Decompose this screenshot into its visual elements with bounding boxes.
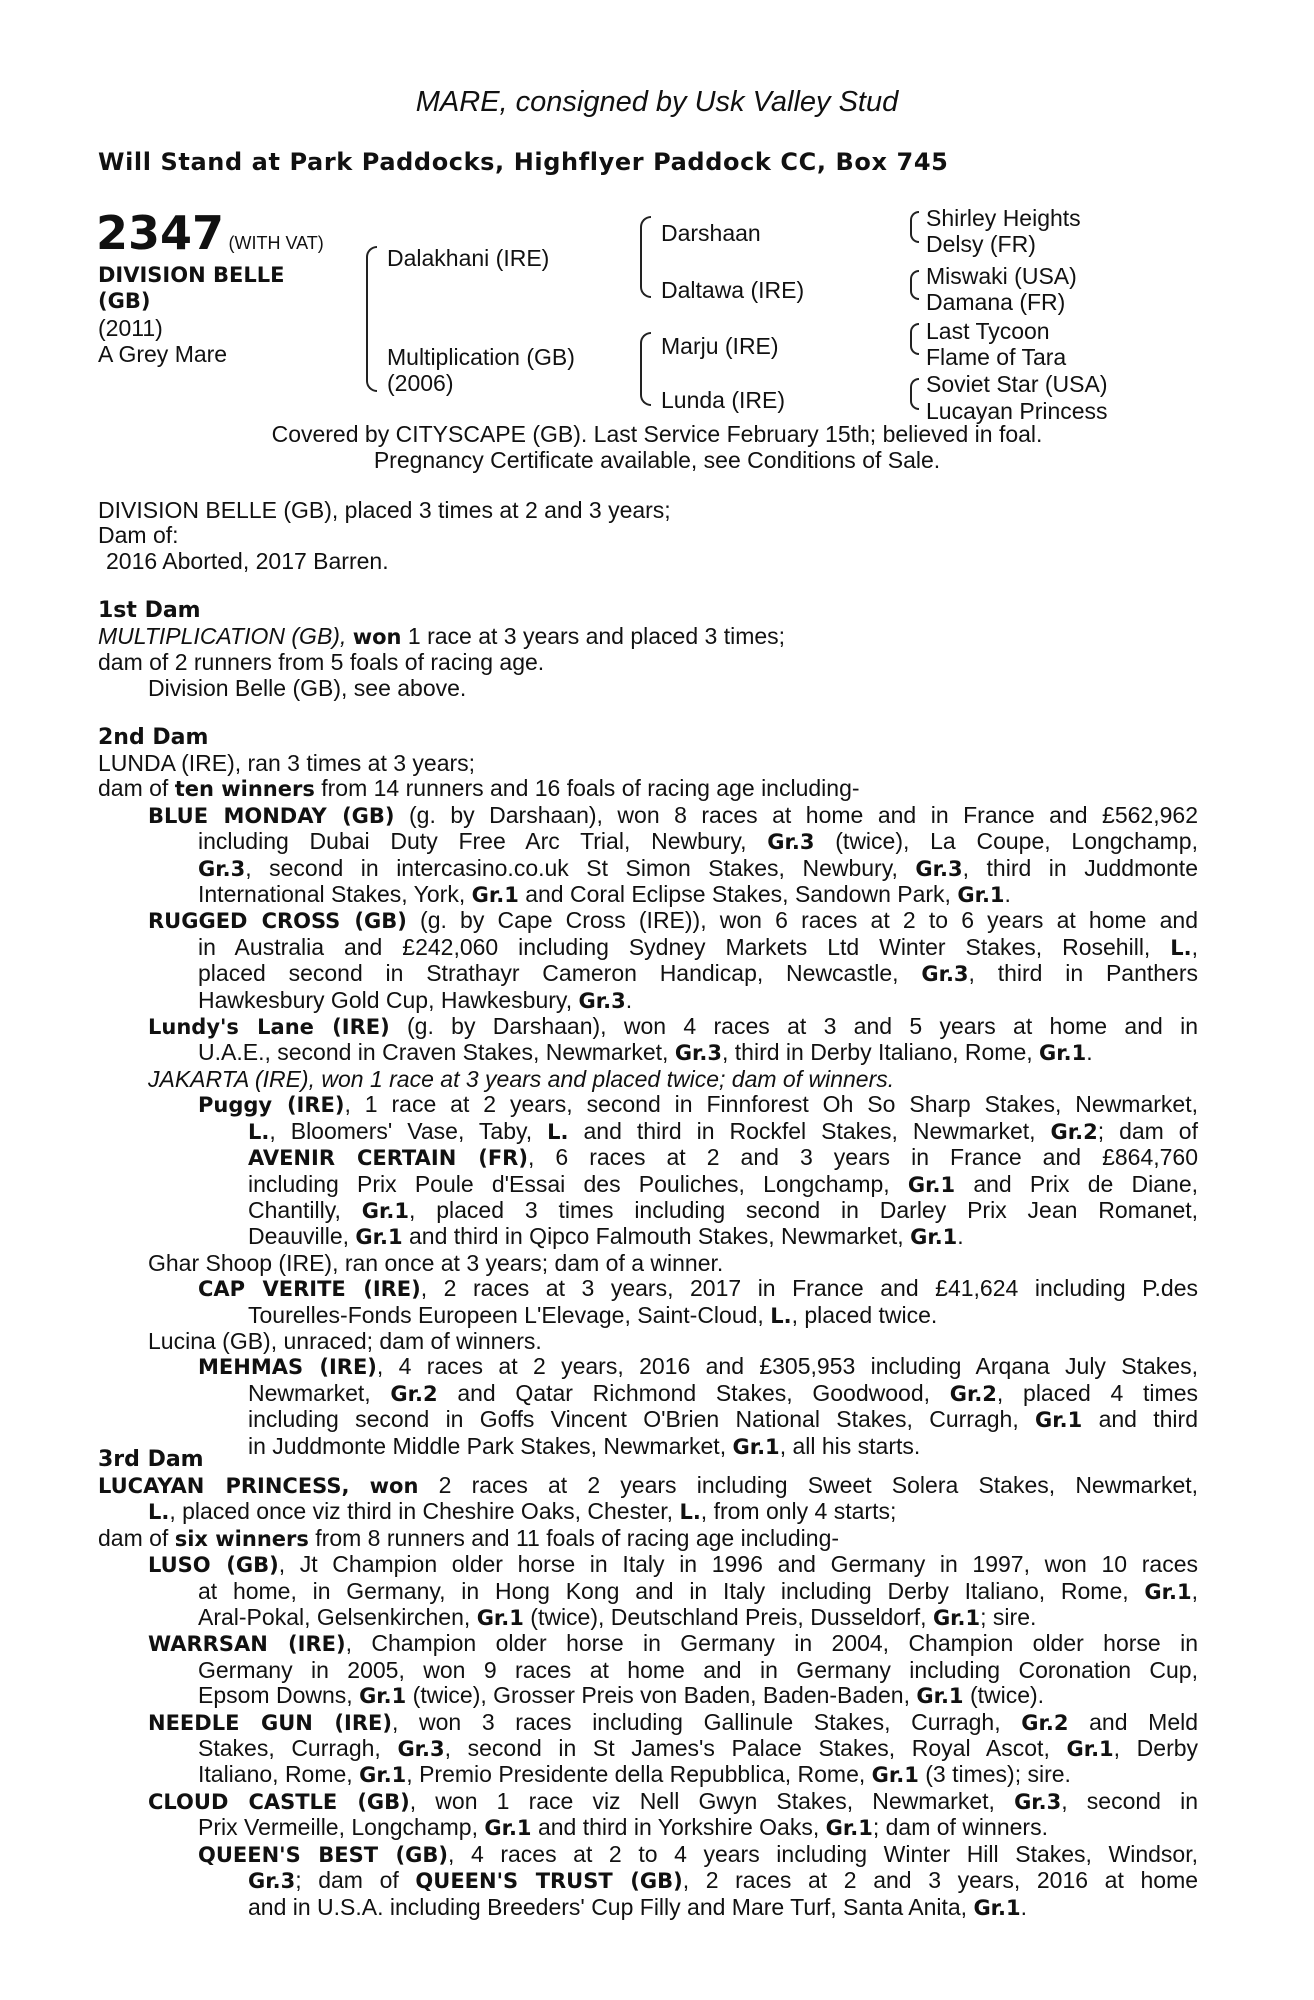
text-fragment: , third in Derby Italiano, Rome, xyxy=(722,1039,1033,1066)
pedigree-g3: Miswaki (USA) xyxy=(926,263,1077,289)
horse-name: NEEDLE GUN (IRE) xyxy=(148,1710,392,1735)
grade-badge: Gr.2 xyxy=(1050,1119,1098,1144)
lucayan-produce-line xyxy=(98,1526,1198,1552)
text-fragment: Hawkesbury Gold Cup, Hawkesbury, xyxy=(198,986,573,1013)
covered-line: Covered by CITYSCAPE (GB). Last Service February 15th; believed in foal. xyxy=(271,421,1043,447)
text-fragment: (twice), La Coupe, Longchamp, xyxy=(835,828,1198,855)
vat-label: (WITH VAT) xyxy=(228,233,324,253)
text-fragment: and Coral Eclipse Stakes, Sandown Park, xyxy=(525,881,951,908)
grade-badge: Gr.1 xyxy=(484,1816,532,1841)
needle-gun-line-2 xyxy=(198,1736,1198,1762)
text-fragment: including Prix Poule d'Essai des Pouliches, Longchamp, xyxy=(248,1170,890,1197)
entry-blue-monday xyxy=(98,803,1198,909)
text-fragment: (g. by Darshaan), won 8 races at home and in France and £562,962 xyxy=(409,801,1198,828)
text-fragment: (twice), Deutschland Preis, Dusseldorf, xyxy=(530,1604,927,1631)
text-fragment: Italiano, Rome, xyxy=(198,1761,353,1788)
winners-count: six winners xyxy=(174,1526,309,1551)
grade-badge: Gr.1 xyxy=(1144,1579,1192,1604)
location-line: Will Stand at Park Paddocks, Highflyer Paddock CC, Box 745 xyxy=(98,148,949,176)
grade-badge: Gr.1 xyxy=(916,1684,964,1709)
text-fragment: , 4 races at 2 years, 2016 and £305,953 including Arqana July Stakes, xyxy=(376,1353,1198,1380)
text-fragment: and Prix de Diane, xyxy=(973,1170,1199,1197)
text-fragment: placed second in Strathayr Cameron Handicap, Newcastle, xyxy=(198,960,899,987)
pedigree-g1: Shirley Heights xyxy=(926,205,1081,231)
horse-name: QUEEN'S BEST (GB) xyxy=(198,1842,448,1867)
entry-luso xyxy=(98,1552,1198,1631)
luso-line-3 xyxy=(198,1605,1198,1631)
queens-best-line-2 xyxy=(248,1868,1198,1894)
text-fragment: , all his starts. xyxy=(779,1432,921,1459)
pedigree-g6: Flame of Tara xyxy=(926,344,1067,370)
text-fragment: , 6 races at 2 and 3 years in France and £864,760 xyxy=(527,1144,1199,1171)
grade-badge: Gr.3 xyxy=(397,1737,445,1762)
text-fragment: , won 3 races including Gallinule Stakes, Curragh, xyxy=(391,1708,1001,1735)
pedigree-sire: Dalakhani (IRE) xyxy=(387,245,550,271)
brace-dam-sire xyxy=(640,332,651,382)
text-fragment: , second in St James's Palace Stakes, Royal Ascot, xyxy=(444,1735,1050,1762)
text-fragment: and in U.S.A. including Breeders' Cup Filly and Mare Turf, Santa Anita, xyxy=(248,1893,968,1920)
warrsan-line-2: Germany in 2005, won 9 races at home and in Germany including Coronation Cup, xyxy=(198,1656,1198,1683)
text-fragment: at home, in Germany, in Hong Kong and in Italy including Derby Italiano, Rome, xyxy=(198,1577,1129,1604)
rugged-cross-line-3 xyxy=(198,961,1198,987)
pedigree-g4: Damana (FR) xyxy=(926,289,1066,315)
first-dam-record: 1 race at 3 years and placed 3 times; xyxy=(407,623,786,649)
second-dam-heading: 2nd Dam xyxy=(98,725,209,750)
grade-badge: Gr.1 xyxy=(476,1606,524,1631)
dam-name: MULTIPLICATION (GB), xyxy=(98,623,347,649)
entry-cloud-castle xyxy=(98,1789,1198,1842)
first-dam-block xyxy=(98,624,785,701)
text-fragment: , placed once viz third in Cheshire Oaks, Chester, xyxy=(169,1498,674,1525)
text-fragment: , Champion older horse in Germany in 2004, Champion older horse in xyxy=(345,1630,1198,1657)
listed-badge: L. xyxy=(1170,935,1192,960)
text-fragment: , placed 3 times including second in Darley Prix Jean Romanet, xyxy=(408,1196,1199,1223)
brace-dam xyxy=(366,336,377,392)
brace-dam-dam xyxy=(640,380,651,406)
pedigree-dam-dam: Lunda (IRE) xyxy=(661,387,786,413)
ghar-shoop-line: Ghar Shoop (IRE), ran once at 3 years; dam of a winner. xyxy=(148,1249,724,1276)
text-fragment: , Premio Presidente della Repubblica, Rome, xyxy=(406,1761,866,1788)
grade-badge: Gr.1 xyxy=(910,1225,958,1250)
text-fragment: (g. by Cape Cross (IRE)), won 6 races at 2 to 6 years at home and xyxy=(420,907,1199,934)
text-fragment: and Qatar Richmond Stakes, Goodwood, xyxy=(457,1379,930,1406)
queens-best-line-1 xyxy=(198,1842,1198,1868)
brace-g8 xyxy=(910,394,919,410)
first-dam-line-3: Division Belle (GB), see above. xyxy=(148,674,467,701)
text-fragment: ; dam of xyxy=(295,1867,399,1894)
cap-verite-line-2 xyxy=(198,1303,1198,1329)
pedigree-sire-dam: Daltawa (IRE) xyxy=(661,277,805,303)
grade-badge: Gr.1 xyxy=(732,1434,780,1459)
horse-name: LUCAYAN PRINCESS, xyxy=(98,1474,350,1498)
mehmas-line-3 xyxy=(248,1407,1198,1433)
text-fragment: , second in intercasino.co.uk St Simon Stakes, Newbury, xyxy=(245,854,898,881)
text-fragment: , 2 races at 2 and 3 years, 2016 at home xyxy=(682,1867,1199,1894)
entry-mehmas xyxy=(98,1354,1198,1460)
brace-sire xyxy=(366,246,377,338)
first-dam-heading: 1st Dam xyxy=(98,598,201,623)
text-fragment: ; sire. xyxy=(980,1604,1037,1631)
grade-badge: Gr.1 xyxy=(1035,1408,1083,1433)
luso-line-1 xyxy=(148,1552,1198,1578)
text-fragment: Epsom Downs, xyxy=(198,1682,353,1709)
text-fragment: , won 1 race viz Nell Gwyn Stakes, Newmarket, xyxy=(409,1787,995,1814)
grade-badge: Gr.3 xyxy=(915,856,963,881)
avenir-line-3 xyxy=(248,1198,1198,1224)
cap-verite-line-1 xyxy=(198,1276,1198,1302)
puggy-line-1 xyxy=(198,1092,1198,1118)
text-fragment: in Australia and £242,060 including Sydney Markets Ltd Winter Stakes, Rosehill, xyxy=(198,933,1151,960)
pedigree-g2: Delsy (FR) xyxy=(926,231,1036,257)
mehmas-line-2 xyxy=(248,1381,1198,1407)
summary-line-2: Dam of: xyxy=(98,522,179,549)
horse-suffix: (GB) xyxy=(98,289,151,313)
grade-badge: Gr.1 xyxy=(871,1763,919,1788)
horse-name: WARRSAN (IRE) xyxy=(148,1632,346,1657)
listed-badge: L. xyxy=(679,1500,701,1525)
page-title: MARE, consigned by Usk Valley Stud xyxy=(415,86,899,118)
horse-name: Puggy (IRE) xyxy=(198,1093,345,1118)
lundys-lane-line-1 xyxy=(148,1014,1198,1040)
rugged-cross-line-4: Hawkesbury Gold Cup, Hawkesbury, Gr.3. xyxy=(198,986,633,1013)
avenir-line-4: Deauville, Gr.1 and third in Qipco Falmouth Stakes, Newmarket, Gr.1. xyxy=(248,1223,964,1250)
horse-description: A Grey Mare xyxy=(98,341,228,367)
text-fragment: ; dam of xyxy=(1097,1117,1198,1144)
blue-monday-line-4: International Stakes, York, Gr.1 and Coral Eclipse Stakes, Sandown Park, Gr.1. xyxy=(198,881,1011,908)
first-dam-line-2: dam of 2 runners from 5 foals of racing age. xyxy=(98,649,545,676)
summary-block xyxy=(98,498,671,574)
text-fragment: Tourelles-Fonds Europeen L'Elevage, Saint-Cloud, xyxy=(248,1301,764,1328)
jakarta-line: JAKARTA (IRE), won 1 race at 3 years and placed twice; dam of winners. xyxy=(148,1065,895,1092)
lundys-lane-line-2: U.A.E., second in Craven Stakes, Newmarket, Gr.3, third in Derby Italiano, Rome, Gr.1. xyxy=(198,1039,1093,1066)
horse-name: AVENIR CERTAIN (FR) xyxy=(248,1146,528,1171)
cloud-castle-line-1 xyxy=(148,1789,1198,1815)
text-fragment: Aral-Pokal, Gelsenkirchen, xyxy=(198,1604,471,1631)
text-fragment: including second in Goffs Vincent O'Brien National Stakes, Curragh, xyxy=(248,1406,1019,1433)
text-fragment: (twice). xyxy=(969,1682,1045,1709)
horse-name: RUGGED CROSS (GB) xyxy=(148,909,407,934)
grade-badge: Gr.1 xyxy=(359,1763,407,1788)
text-fragment: , Bloomers' Vase, Taby, xyxy=(269,1117,533,1144)
grade-badge: Gr.1 xyxy=(471,883,519,908)
text-fragment: including Dubai Duty Free Arc Trial, Newbury, xyxy=(198,828,747,855)
text-fragment: and third in Rockfel Stakes, Newmarket, xyxy=(583,1117,1036,1144)
horse-name: CLOUD CASTLE (GB) xyxy=(148,1789,410,1814)
horse-name: Lundy's Lane (IRE) xyxy=(148,1015,390,1040)
cloud-castle-line-2 xyxy=(148,1815,1198,1841)
brace-sire-dam xyxy=(640,260,651,298)
first-dam-line-1 xyxy=(98,624,785,650)
text-fragment: in Juddmonte Middle Park Stakes, Newmarket, xyxy=(248,1432,727,1459)
horse-name: BLUE MONDAY (GB) xyxy=(148,803,395,828)
text-fragment: 2 races at 2 years including Sweet Solera Stakes, Newmarket, xyxy=(438,1472,1199,1498)
horse-name: DIVISION BELLE xyxy=(98,263,285,287)
text-fragment: , third in Juddmonte xyxy=(962,854,1198,881)
mehmas-line-1 xyxy=(198,1354,1198,1380)
grade-badge: Gr.3 xyxy=(921,962,969,987)
mehmas-line-4 xyxy=(248,1434,1198,1460)
lunda-produce-line xyxy=(98,776,1198,802)
blue-monday-line-3 xyxy=(198,856,1198,882)
avenir-line-2 xyxy=(248,1172,1198,1198)
needle-gun-line-1 xyxy=(148,1710,1198,1736)
entry-lundys-lane xyxy=(98,1014,1198,1067)
text-fragment: , placed twice. xyxy=(791,1301,938,1328)
grade-badge: Gr.1 xyxy=(355,1225,403,1250)
listed-badge: L. xyxy=(248,1119,270,1144)
listed-badge: L. xyxy=(547,1119,569,1144)
grade-badge: Gr.3 xyxy=(767,830,815,855)
text-fragment: from 8 runners and 11 foals of racing age including- xyxy=(315,1524,840,1551)
pedigree-sire-sire: Darshaan xyxy=(661,220,761,246)
text-fragment: , 4 races at 2 to 4 years including Winter Hill Stakes, Windsor, xyxy=(447,1840,1198,1867)
third-dam-block xyxy=(98,1473,1198,1921)
pedigree-g5: Last Tycoon xyxy=(926,318,1050,344)
puggy-line-2 xyxy=(248,1119,1198,1145)
lucayan-line-1 xyxy=(98,1473,1198,1499)
won-label: won xyxy=(352,625,402,649)
text-fragment: and Meld xyxy=(1089,1708,1199,1735)
lot-number-value: 2347 xyxy=(96,206,225,260)
blue-monday-line-1 xyxy=(148,803,1198,829)
text-fragment: , Derby xyxy=(1113,1735,1199,1762)
text-fragment: dam of xyxy=(98,775,169,802)
text-fragment: ; dam of winners. xyxy=(872,1814,1048,1841)
summary-line-3: 2016 Aborted, 2017 Barren. xyxy=(106,547,389,574)
winners-count: ten winners xyxy=(174,777,315,802)
text-fragment: , placed 4 times xyxy=(996,1379,1198,1406)
grade-badge: Gr.1 xyxy=(359,1684,407,1709)
text-fragment: Stakes, Curragh, xyxy=(198,1735,381,1762)
horse-name: QUEEN'S TRUST (GB) xyxy=(415,1869,683,1894)
entry-puggy xyxy=(98,1092,1198,1250)
text-fragment: (twice), Grosser Preis von Baden, Baden-Baden, xyxy=(412,1682,910,1709)
warrsan-line-3 xyxy=(198,1683,1198,1709)
grade-badge: Gr.1 xyxy=(1039,1041,1087,1066)
grade-badge: Gr.1 xyxy=(973,1895,1021,1920)
entry-needle-gun xyxy=(98,1710,1198,1789)
listed-badge: L. xyxy=(770,1303,792,1328)
text-fragment: Deauville, xyxy=(248,1223,349,1250)
won-label: won xyxy=(369,1474,419,1498)
listed-badge: L. xyxy=(148,1500,170,1525)
rugged-cross-line-2: in Australia and £242,060 including Sydney Markets Ltd Winter Stakes, Rosehill, L., xyxy=(198,933,1199,960)
horse-year: (2011) xyxy=(98,315,163,341)
lunda-line: LUNDA (IRE), ran 3 times at 3 years; xyxy=(98,750,476,776)
pedigree-dam-sire: Marju (IRE) xyxy=(661,333,779,359)
third-dam-heading: 3rd Dam xyxy=(98,1447,204,1472)
grade-badge: Gr.2 xyxy=(390,1381,438,1406)
brace-g4 xyxy=(910,284,919,300)
text-fragment: , 1 race at 2 years, second in Finnforest Oh So Sharp Stakes, Newmarket, xyxy=(344,1091,1198,1118)
text-fragment: , third in Panthers xyxy=(968,960,1199,987)
text-fragment: and third xyxy=(1098,1406,1198,1433)
grade-badge: Gr.1 xyxy=(907,1172,956,1197)
pedigree-g8: Lucayan Princess xyxy=(926,398,1108,424)
blue-monday-line-2 xyxy=(198,829,1198,855)
entry-rugged-cross xyxy=(98,908,1198,1014)
text-fragment: Chantilly, xyxy=(248,1196,341,1223)
brace-sire-sire xyxy=(640,216,651,262)
grade-badge: Gr.1 xyxy=(825,1816,873,1841)
grade-badge: Gr.1 xyxy=(361,1198,409,1223)
brace-g2 xyxy=(910,227,919,243)
grade-badge: Gr.3 xyxy=(1014,1789,1062,1814)
rugged-cross-line-1 xyxy=(148,908,1198,934)
text-fragment: dam of xyxy=(98,1524,169,1551)
entry-cap-verite xyxy=(98,1276,1198,1329)
luso-line-2: at home, in Germany, in Hong Kong and in Italy including Derby Italiano, Rome, Gr.1, xyxy=(198,1577,1199,1604)
text-fragment: and third in Qipco Falmouth Stakes, Newmarket, xyxy=(408,1223,904,1250)
text-fragment: (3 times); sire. xyxy=(925,1761,1071,1788)
pedigree-dam-year: (2006) xyxy=(387,370,454,396)
pregnancy-line: Pregnancy Certificate available, see Conditions of Sale. xyxy=(373,447,941,473)
queens-best-line-3: and in U.S.A. including Breeders' Cup Filly and Mare Turf, Santa Anita, Gr.1. xyxy=(248,1893,1028,1920)
horse-name: CAP VERITE (IRE) xyxy=(198,1277,421,1302)
text-fragment: , second in xyxy=(1061,1787,1198,1814)
lucayan-line-2 xyxy=(98,1499,1198,1525)
grade-badge: Gr.2 xyxy=(949,1381,997,1406)
text-fragment: International Stakes, York, xyxy=(198,881,466,908)
grade-badge: Gr.3 xyxy=(248,1869,296,1894)
lot-number xyxy=(96,206,324,260)
horse-name: MEHMAS (IRE) xyxy=(198,1355,377,1380)
lucina-line: Lucina (GB), unraced; dam of winners. xyxy=(148,1327,542,1354)
entry-warrsan xyxy=(98,1631,1198,1709)
horse-name: LUSO (GB) xyxy=(148,1553,279,1578)
text-fragment: U.A.E., second in Craven Stakes, Newmarket, xyxy=(198,1039,669,1066)
text-fragment: , from only 4 starts; xyxy=(700,1498,897,1525)
warrsan-line-1 xyxy=(148,1631,1198,1657)
brace-g6 xyxy=(910,339,919,355)
text-fragment: , Jt Champion older horse in Italy in 1996 and Germany in 1997, won 10 races xyxy=(278,1551,1198,1578)
second-dam-block xyxy=(98,751,1198,1460)
grade-badge: Gr.1 xyxy=(932,1606,981,1631)
grade-badge: Gr.1 xyxy=(1066,1737,1114,1762)
text-fragment: Prix Vermeille, Longchamp, xyxy=(198,1814,478,1841)
summary-line-1: DIVISION BELLE (GB), placed 3 times at 2 and 3 years; xyxy=(98,497,671,523)
text-fragment: and third in Yorkshire Oaks, xyxy=(537,1814,820,1841)
grade-badge: Gr.3 xyxy=(578,988,626,1013)
grade-badge: Gr.3 xyxy=(198,856,246,881)
entry-queens-best xyxy=(98,1842,1198,1921)
text-fragment: Newmarket, xyxy=(248,1379,371,1406)
pedigree-dam: Multiplication (GB) xyxy=(387,344,575,370)
pedigree-g7: Soviet Star (USA) xyxy=(926,371,1108,397)
text-fragment: from 14 runners and 16 foals of racing age including- xyxy=(321,775,860,802)
grade-badge: Gr.1 xyxy=(957,883,1005,908)
text-fragment: (g. by Darshaan), won 4 races at 3 and 5 years at home and in xyxy=(407,1013,1198,1040)
text-fragment: , 2 races at 3 years, 2017 in France and £41,624 including P.des xyxy=(420,1275,1199,1302)
grade-badge: Gr.3 xyxy=(674,1041,723,1066)
needle-gun-line-3 xyxy=(198,1762,1198,1788)
grade-badge: Gr.2 xyxy=(1021,1710,1069,1735)
avenir-line-1 xyxy=(248,1145,1198,1171)
